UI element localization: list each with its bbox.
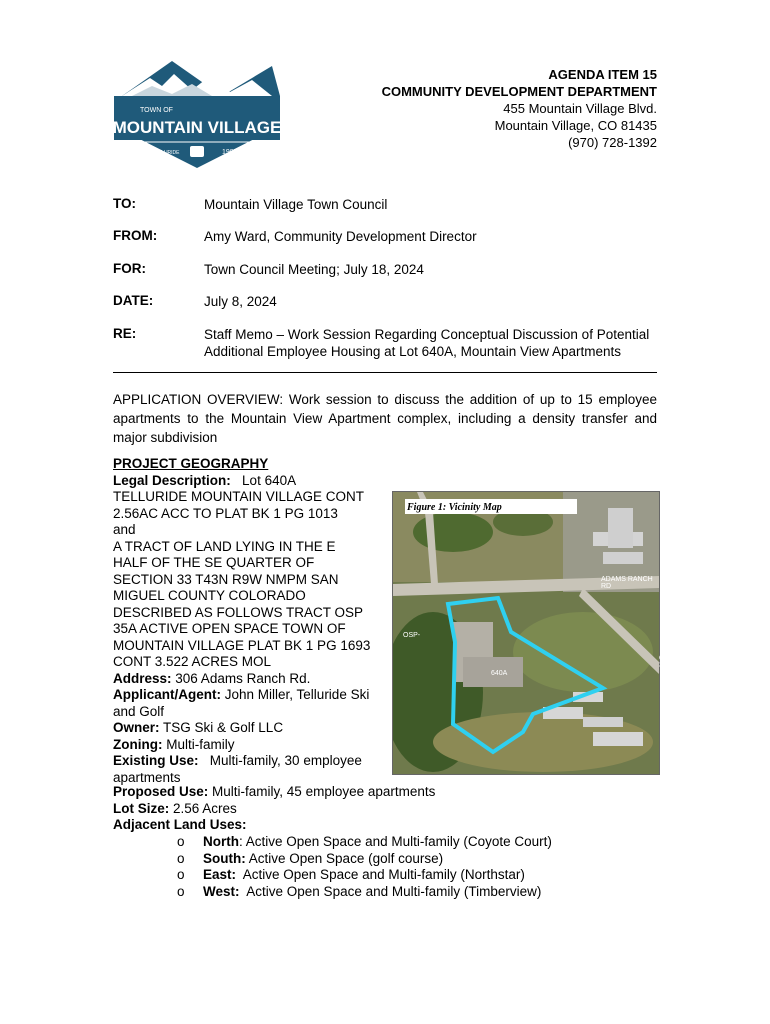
osp-label: OSP-35A xyxy=(659,655,677,669)
legal-value: Lot 640A xyxy=(242,472,297,488)
re-label: RE: xyxy=(113,326,137,341)
direction: South: xyxy=(203,850,246,866)
legal-line: A TRACT OF LAND LYING IN THE E xyxy=(113,538,336,554)
legal-line: MIGUEL COUNTY COLORADO xyxy=(113,588,306,603)
owner xyxy=(113,720,388,737)
to-value: Mountain Village Town Council xyxy=(204,197,388,212)
legal-label: Legal Description: xyxy=(113,472,231,488)
geography-heading: PROJECT GEOGRAPHY xyxy=(113,456,269,471)
applicant-label: Applicant/Agent: xyxy=(113,687,221,702)
address xyxy=(113,671,388,688)
lot-size xyxy=(113,801,673,818)
agenda-item: AGENDA ITEM 15 xyxy=(548,67,657,82)
re-line-1: Staff Memo – Work Session Regarding Conceptual Discussion of Potential xyxy=(204,327,650,342)
logo-town-of: TOWN OF xyxy=(140,107,173,114)
existing-label: Existing Use: xyxy=(113,753,199,768)
lot-value: 2.56 Acres xyxy=(173,800,237,816)
legal-description xyxy=(113,473,388,490)
address-label: Address: xyxy=(113,670,172,686)
adjacent-text: Active Open Space and Multi-family (Northstar) xyxy=(236,867,525,882)
phone: (970) 728-1392 xyxy=(568,135,657,150)
owner-label: Owner: xyxy=(113,720,160,735)
from-value: Amy Ward, Community Development Director xyxy=(204,229,477,244)
re-line-2: Additional Employee Housing at Lot 640A, Mountain View Apartments xyxy=(204,344,622,359)
bullet-icon: o xyxy=(177,867,185,882)
proposed-label: Proposed Use: xyxy=(113,784,209,799)
existing-value: Multi-family, 30 employee xyxy=(209,753,362,768)
direction: West: xyxy=(203,883,240,899)
legal-line: CONT 3.522 ACRES MOL xyxy=(113,654,272,669)
application-overview: APPLICATION OVERVIEW: Work session to discuss the addition of up to 15 employee apartments to the Mountain View Apartment complex, including a density transfer and major subdivision xyxy=(113,392,657,445)
proposed-use xyxy=(113,784,673,801)
date-label: DATE: xyxy=(113,293,154,308)
adjacent-text: : Active Open Space and Multi-family (Coyote Court) xyxy=(239,834,552,849)
adjacent-heading xyxy=(113,817,673,834)
department-name: COMMUNITY DEVELOPMENT DEPARTMENT xyxy=(381,84,657,99)
applicant-cont: and Golf xyxy=(113,703,165,719)
existing-use xyxy=(113,753,388,770)
logo-name: MOUNTAIN VILLAGE xyxy=(112,118,282,137)
adjacent-label: Adjacent Land Uses: xyxy=(113,817,247,832)
direction: East: xyxy=(203,867,237,882)
list-item xyxy=(177,867,552,884)
bullet-icon: o xyxy=(177,834,185,849)
address-line-1: 455 Mountain Village Blvd. xyxy=(503,101,657,116)
logo-year: 1995 xyxy=(222,149,238,156)
road-label: ADAMS RANCH RD xyxy=(601,576,653,590)
gondola-icon xyxy=(190,146,204,157)
applicant-value: John Miller, Telluride Ski xyxy=(224,687,370,702)
legal-line: TELLURIDE MOUNTAIN VILLAGE CONT xyxy=(113,489,365,504)
date-value: July 8, 2024 xyxy=(204,294,277,309)
legal-line: SECTION 33 T43N R9W NMPM SAN xyxy=(113,571,339,587)
logo-left-small: TELLURIDE xyxy=(152,150,180,156)
proposed-value: Multi-family, 45 employee apartments xyxy=(212,784,436,799)
legal-line: DESCRIBED AS FOLLOWS TRACT OSP xyxy=(113,604,364,620)
lot-label: 640A xyxy=(491,670,508,677)
legal-line: HALF OF THE SE QUARTER OF xyxy=(113,555,315,570)
bullet-icon: o xyxy=(177,850,185,866)
to-label: TO: xyxy=(113,196,136,211)
zoning-label: Zoning: xyxy=(113,736,163,752)
adjacent-text: Active Open Space and Multi-family (Timberview) xyxy=(239,883,542,899)
existing-cont: apartments xyxy=(113,769,181,785)
project-geography xyxy=(113,456,388,786)
list-item xyxy=(177,851,552,868)
vicinity-map xyxy=(392,491,677,775)
left-osp-label: OSP- xyxy=(403,632,421,639)
zoning-value: Multi-family xyxy=(166,736,235,752)
address-value: 306 Adams Ranch Rd. xyxy=(175,670,311,686)
legal-line: 2.56AC ACC TO PLAT BK 1 PG 1013 xyxy=(113,505,338,521)
from-label: FROM: xyxy=(113,228,158,243)
for-value: Town Council Meeting; July 18, 2024 xyxy=(204,262,424,277)
legal-line: 35A ACTIVE OPEN SPACE TOWN OF xyxy=(113,621,346,636)
legal-line: MOUNTAIN VILLAGE PLAT BK 1 PG 1693 xyxy=(113,637,371,653)
list-item xyxy=(177,884,552,901)
department-header xyxy=(382,66,657,151)
applicant xyxy=(113,687,388,704)
bullet-icon: o xyxy=(177,883,185,899)
address-line-2: Mountain Village, CO 81435 xyxy=(494,118,657,133)
lot-label: Lot Size: xyxy=(113,800,170,816)
zoning xyxy=(113,737,388,754)
direction: North xyxy=(203,834,239,849)
use-details xyxy=(113,784,673,834)
for-label: FOR: xyxy=(113,261,146,276)
adjacent-list xyxy=(177,834,552,900)
re-value xyxy=(204,326,684,360)
map-caption: Figure 1: Vicinity Map xyxy=(407,502,502,513)
divider xyxy=(113,372,657,373)
list-item xyxy=(177,834,552,851)
owner-value: TSG Ski & Golf LLC xyxy=(163,720,284,735)
legal-line: and xyxy=(113,522,136,537)
adjacent-text: Active Open Space (golf course) xyxy=(245,850,444,866)
town-logo xyxy=(112,56,282,172)
